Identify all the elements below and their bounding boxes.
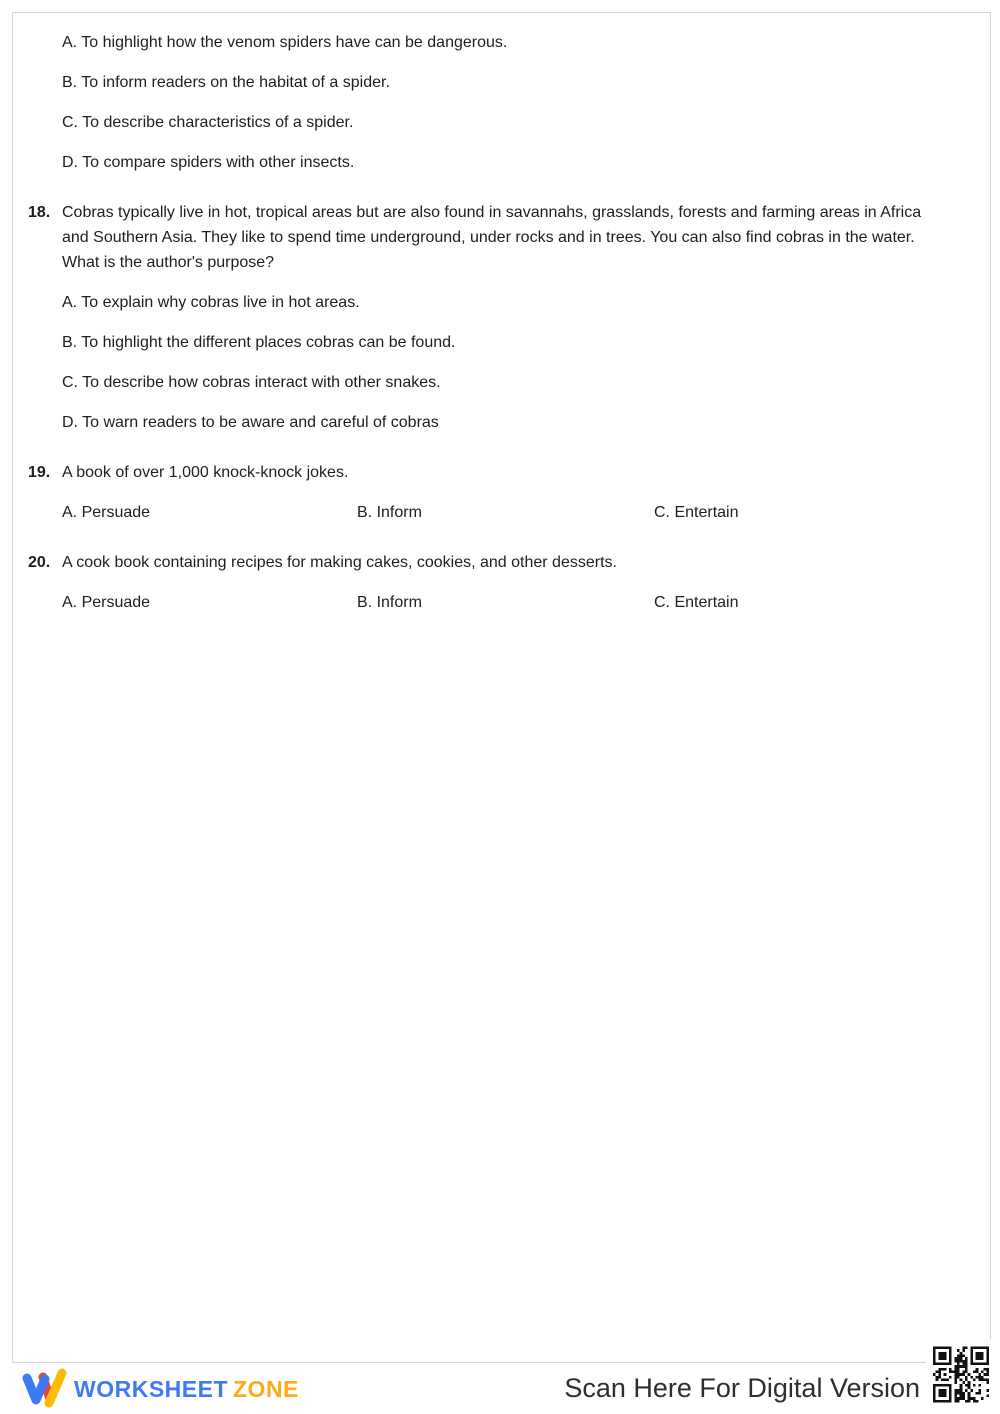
content-frame [12, 12, 991, 1363]
option-line: B. Inform [357, 504, 422, 521]
qr-code-icon [926, 1339, 996, 1412]
option-line: B. To inform readers on the habitat of a spider. [62, 74, 390, 91]
option-line: A. To highlight how the venom spiders have can be dangerous. [62, 34, 508, 51]
option-line: C. To describe how cobras interact with other snakes. [62, 374, 441, 391]
question-text: A book of over 1,000 knock-knock jokes. [62, 464, 349, 481]
question-number: 18. [28, 204, 51, 221]
worksheetzone-w-icon [22, 1367, 68, 1411]
question-list [13, 13, 990, 615]
question-19 [28, 460, 962, 485]
option-line: A. Persuade [62, 504, 151, 521]
inline-options-19 [62, 500, 962, 525]
brand-logo [22, 1367, 299, 1411]
inline-options-20 [62, 590, 962, 615]
question-18 [28, 200, 962, 275]
option-line: A. Persuade [62, 594, 151, 611]
question-20 [28, 550, 962, 575]
option-line: B. To highlight the different places cobras can be found. [62, 334, 456, 351]
scan-instruction: Scan Here For Digital Version [564, 1373, 920, 1403]
option-line: C. Entertain [654, 504, 739, 521]
brand-word-worksheet: WORKSHEET [74, 1375, 228, 1402]
page-footer [0, 1363, 1000, 1414]
question-number: 19. [28, 464, 51, 481]
question-number: 20. [28, 554, 51, 571]
option-line: D. To warn readers to be aware and careful of cobras [62, 414, 439, 431]
option-line: A. To explain why cobras live in hot areas. [62, 294, 360, 311]
option-line: C. To describe characteristics of a spider. [62, 114, 354, 131]
option-line: B. Inform [357, 594, 422, 611]
brand-name [74, 1376, 299, 1403]
question-text: A cook book containing recipes for making cakes, cookies, and other desserts. [62, 554, 617, 571]
question-text: Cobras typically live in hot, tropical areas but are also found in savannahs, grasslands, forests and farming areas in Africa and Southern Asia. They like to spend time underground, under rocks and in trees. You can also find cobras in the water. What is the author's purpose? [62, 204, 922, 271]
option-line: C. Entertain [654, 594, 739, 611]
brand-word-zone: ZONE [233, 1375, 299, 1402]
option-line: D. To compare spiders with other insects. [62, 154, 355, 171]
